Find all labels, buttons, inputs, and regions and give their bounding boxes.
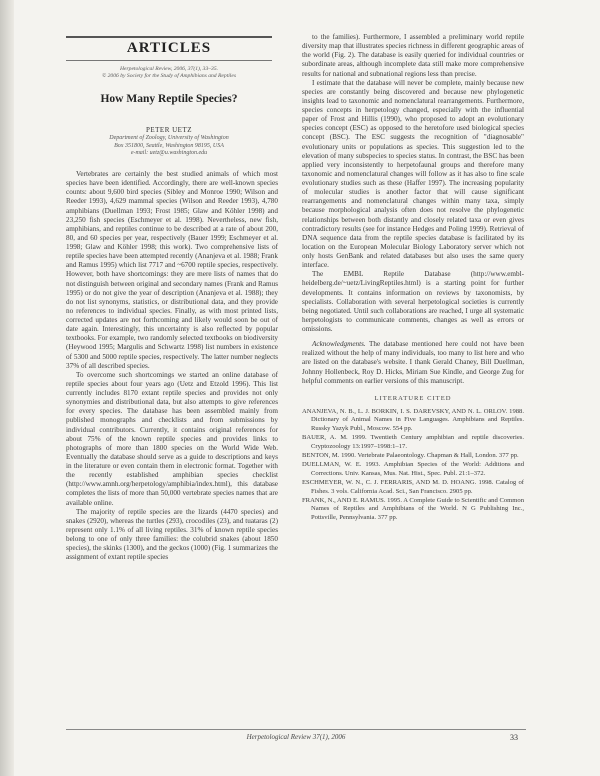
author-affiliation: Department of Zoology, University of Washington [109, 135, 229, 141]
article-title: How Many Reptile Species? [100, 93, 238, 105]
body-paragraph: to the families). Furthermore, I assembled a preliminary world reptile diversity map that illustrates species richness in different geographic areas of the world (Fig. 2). The database is easily queried for individual countries or subordinate areas, although incomplete data still make more comprehensive results for national and subnational regions less than precise. [302, 33, 524, 78]
reference-item: BENTON, M. 1990. Vertebrate Palaeontology. Chapman & Hall, London. 377 pp. [302, 451, 519, 459]
literature-heading: LITERATURE CITED [374, 394, 452, 402]
body-paragraph: The majority of reptile species are the lizards (4470 species) and snakes (2920), whereas the turtles (293), crocodiles (23), and tuataras (2) represent only 1.1% of all living reptiles. 31% of known reptile species belong to one of only three families: the colubrid snakes (about 1850 species), the skinks (1300), and the geckos (1000) (Fig. 1 summarizes the assignment of extant reptile species [66, 507, 278, 562]
page-number: 33 [510, 733, 518, 742]
reference-item: ANANJEVA, N. B., L. J. BORKIN, I. S. DAREVSKY, AND N. L. ORLOV. 1988. Dictionary of Animal Names in Five Languages. Amphibians and Reptiles. Russky Yazyk Publ., Moscow. 554 pp. [302, 407, 524, 432]
journal-meta [66, 66, 272, 80]
body-paragraph: Vertebrates are certainly the best studied animals of which most species have been identified. Accordingly, there are well-known species counts: about 9,600 bird species (Sibley and Monroe 1990; Wilson and Reeder 1993), 4,629 mammal species (Wilson and Reeder 1993), 4,780 amphibians (Duellman 1993; Frost 1985; Glaw and Köhler 1998) and 23,250 fish species (Eschmeyer et al. 1998). Nevertheless, new fish, amphibians, and reptiles continue to be described at a rate of about 200, 80, and 60 species per year, respectively (Bauer 1999; Eschmeyer et al. 1998; Glaw and Köhler 1998; this work). Two comprehensive lists of reptile species have been attempted recently (Ananjeva et al. 1988; Frank and Ramus 1995) which list 7717 and ~6700 reptile species, respectively. However, both have shortcomings: they are mere lists of names that do not distinguish between original and secondary names (Frank and Ramus 1995) or do not give the year of description (Ananjeva et al. 1988); they do not list synonyms, statistics, or distributional data, and they provide no references to individual species. Finally, as with most printed lists, corrected updates are not forthcoming and likely would soon be out of date again. Interestingly, this uncertainty is also reflected by popular textbooks. For example, two randomly selected textbooks on biodiversity (Heywood 1995; Margulis and Schwartz 1998) list numbers in existence of 5300 and 5000 reptile species, respectively. The latter number neglects 37% of all described species. [66, 170, 278, 370]
reference-item: FRANK, N., AND E. RAMUS. 1995. A Complete Guide to Scientific and Common Names of Reptiles and Amphibians of the World. N G Publishing Inc., Pottsville, Pennsylvania. 377 pp. [302, 496, 524, 521]
journal-meta-line2: © 2006 by Society for the Study of Amphibians and Reptiles [101, 73, 237, 79]
body-paragraph: The EMBL Reptile Database (http://www.embl-heidelberg.de/~uetz/LivingReptiles.html) is a starting point for further developments. It contains information on reviews by taxonomists, by specialists. Collaboration with several herpetological societies is currently being negotiated. Until such collaborations are reached, I urge all systematic herpetologists to communicate comments, changes as well as errors or omissions. [302, 270, 524, 333]
section-label: ARTICLES [126, 40, 212, 56]
author-name: PETER UETZ [145, 126, 193, 134]
footer-rule [66, 729, 526, 730]
journal-meta-line1: Herpetological Review, 2006, 37(1), 33–35. [119, 66, 219, 72]
body-paragraph: To overcome such shortcomings we started an online database of reptile species about four years ago (Uetz and Etzold 1996). This list currently includes 8170 extant reptile species and provides not only synonymies and distributional data, but also attempts to give references for every species. The database has been assembled mainly from published monographs and checklists and from submissions by individual contributors. Currently, it contains original references for about 75% of the known reptile species and provides links to photographs of more than 1800 species on the World Wide Web. Eventually the database should serve as a guide to descriptions and keys in the literature or even contain them in electronic format. Together with the recently established amphibian species checklist (http://www.amnh.org/herpetology/amphibia/index.html), this database completes the lists of more than 50,000 vertebrate species names that are available online. [66, 370, 278, 507]
author-affiliation-block [66, 135, 272, 158]
acknowledgments-text: The database mentioned here could not have been realized without the help of many individuals, too many to list here and who are listed on the database's website. I thank Gerald Chaney, Bill Duellman, Johnny Hollenbeck, Roy D. Hicks, Miriam Sue Kindle, and George Zug for helpful comments on earlier versions of this manuscript. [302, 340, 524, 385]
left-column [66, 170, 278, 562]
reference-item: ESCHMEYER, W. N., C. J. FERRARIS, AND M. D. HOANG. 1998. Catalog of Fishes. 3 vols. California Acad. Sci., San Francisco. 2905 pp. [302, 479, 524, 495]
header-rule-thin [66, 60, 272, 61]
reference-item: DUELLMAN, W. E. 1993. Amphibian Species of the World: Additions and Corrections. Univ. Kansas, Mus. Nat. Hist., Spec. Publ. 21:1–372. [302, 461, 524, 477]
body-paragraph: I estimate that the database will never be complete, mainly because new species are constantly being discovered and because new phylogenetic insights lead to taxonomic and nomenclatural rearrangements. Furthermore, species concepts in herpetology changed, especially with the influential paper of Frost and Hillis (1990), who proposed to adopt an evolutionary species concept (ESC) as opposed to the heretofore used biological species concept (BSC). The ESC suggests the recognition of "diagnosable" evolutionary units or populations as species. This suggestion led to the elevation of many subspecies to species status. In contrast, the BSC has been applied very inconsistently to herpetofaunal groups and therefore many taxonomic and nomenclatural changes will follow as it has also to fine scale evolutionary studies such as these (Haffer 1997). The increasing popularity of molecular studies is another factor that will cause significant rearrangements and nomenclatural changes within many taxa, simply because morphological analysis often does not resolve the phylogenetic relationships between both distantly and closely related taxa or even gives contradictory results (see for instance Hedges and Poling 1999). Retrieval of DNA sequence data from the reptile species database is facilitated by its location on the European Molecular Biology Laboratory server which not only hosts GenBank and related databases but also uses the same query interface. [302, 78, 524, 270]
right-column [302, 33, 524, 523]
author-address: Box 351800, Seattle, Washington 98195, USA [114, 142, 224, 149]
acknowledgments-heading: Acknowledgments. [312, 340, 366, 349]
footer-journal: Herpetological Review 37(1), 2006 [246, 733, 346, 741]
header-rule [66, 36, 272, 38]
author-email: e-mail: uetz@u.washington.edu [130, 150, 208, 156]
acknowledgments [302, 340, 524, 386]
page-shadow [0, 0, 14, 776]
reference-item: BAUER, A. M. 1999. Twentieth Century amphibian and reptile discoveries. Cryptozoology 13:1997–1998:1–17. [302, 434, 524, 450]
